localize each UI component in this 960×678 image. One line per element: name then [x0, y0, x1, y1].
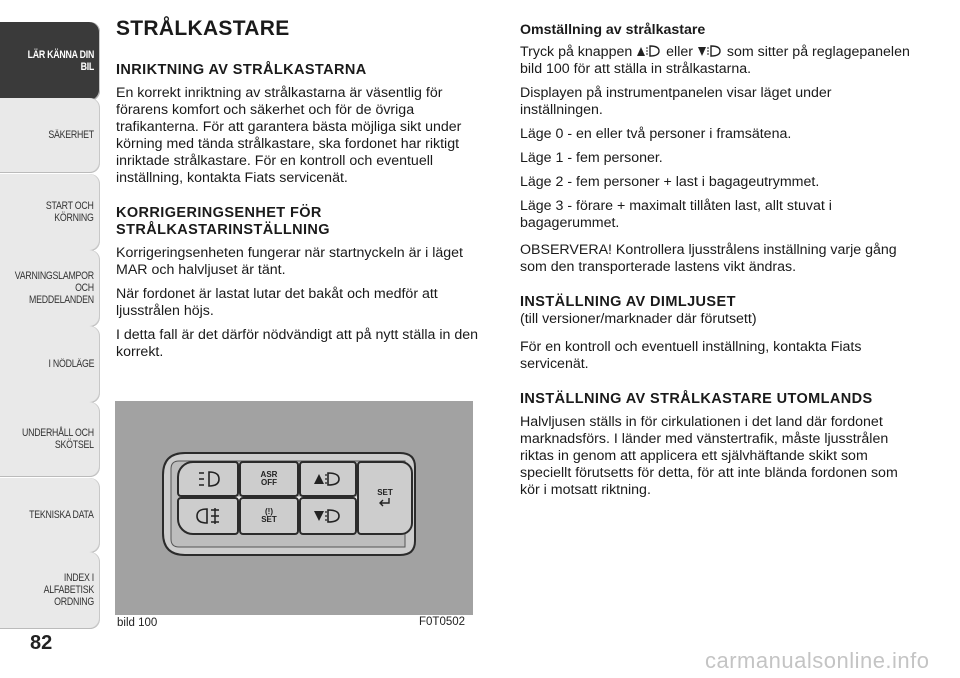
rear-fog-light-icon	[193, 507, 223, 525]
tab-i-nodlage[interactable]: I NÖDLÄGE	[0, 326, 100, 402]
position-0: Läge 0 - en eller två personer i framsätena.	[520, 126, 792, 142]
fog-light-front-button[interactable]	[177, 461, 239, 497]
tab-underhall-och-skotsel[interactable]: UNDERHÅLL OCH SKÖTSEL	[0, 402, 100, 476]
paragraph-corrector-3: I detta fall är det därför nödvändigt att på nytt ställa in den korrekt.	[116, 327, 479, 360]
left-column	[116, 17, 498, 368]
headlight-down-button[interactable]	[299, 497, 357, 535]
heading-alignment: INRIKTNING AV STRÅLKASTARNA	[116, 62, 367, 78]
paragraph-fog: För en kontroll och eventuell inställning, kontakta Fiats servicenät.	[520, 339, 862, 372]
paragraph-corrector-1: Korrigeringsenheten fungerar när startnyckeln är i läget MAR och halvljuset är tänt.	[116, 245, 463, 278]
paragraph-note: OBSERVERA! Kontrollera ljusstrålens inställning varje gång som den transporterade lastens vikt ändras.	[520, 242, 897, 275]
headlight-down-icon	[697, 44, 723, 58]
page-number: 82	[30, 632, 53, 654]
return-arrow-icon	[378, 497, 392, 507]
headlight-down-icon	[312, 507, 344, 525]
tab-tekniska-data[interactable]: TEKNISKA DATA	[0, 478, 100, 552]
paragraph-adjust: Tryck på knappen eller som sitter på reglagepanelen bild 100 för att ställa in strålkastarna.	[520, 44, 910, 77]
paragraph-corrector-2: När fordonet är lastat lutar det bakåt och medför att ljusstrålen höjs.	[116, 286, 438, 319]
paragraph-abroad: Halvljusen ställs in för cirkulationen i det land där fordonet marknadsförs. I länder med vänstertrafik, måste ljusstrålen riktas in genom att applicera ett självhäftande skikt som speciellt förutsetts för detta, för att inte blända fordonen som kör i motsatt riktning.	[520, 414, 898, 498]
heading-adjust: Omställning av strålkastare	[520, 22, 706, 38]
front-fog-light-icon	[193, 470, 223, 488]
headlight-up-icon	[636, 44, 662, 58]
fog-light-rear-button[interactable]	[177, 497, 239, 535]
tab-lar-kanna-din-bil[interactable]: LÄR KÄNNA DIN BIL	[0, 22, 100, 100]
control-panel-figure	[115, 401, 473, 615]
heading-abroad: INSTÄLLNING AV STRÅLKASTARE UTOMLANDS	[520, 391, 873, 407]
heading-fog: INSTÄLLNING AV DIMLJUSET	[520, 294, 736, 310]
paragraph-fog-sub: (till versioner/marknader där förutsett)	[520, 311, 757, 327]
heading-corrector: KORRIGERINGSENHET FÖR STRÅLKASTARINSTÄLLNING	[116, 205, 330, 238]
tab-start-och-korning[interactable]: START OCH KÖRNING	[0, 174, 100, 250]
page-title: STRÅLKASTARE	[116, 17, 290, 40]
position-2: Läge 2 - fem personer + last i bagageutrymmet.	[520, 174, 820, 190]
tab-index[interactable]: INDEX I ALFABETISK ORDNING	[0, 552, 100, 628]
tab-sakerhet[interactable]: SÄKERHET	[0, 98, 100, 172]
figure-code: F0T0502	[419, 616, 466, 628]
paragraph-display: Displayen på instrumentpanelen visar läget under inställningen.	[520, 85, 832, 118]
watermark: carmanualsonline.info	[705, 648, 930, 673]
headlight-up-icon	[312, 470, 344, 488]
figure-caption: bild 100	[117, 617, 158, 629]
headlight-up-button[interactable]	[299, 461, 357, 497]
right-column	[520, 22, 915, 506]
position-1: Läge 1 - fem personer.	[520, 150, 663, 166]
asr-off-button[interactable]: ASR OFF	[239, 461, 299, 497]
tab-varningslampor[interactable]: VARNINGSLAMPOR OCH MEDDELANDEN	[0, 250, 100, 326]
tpms-set-button[interactable]: (!) SET	[239, 497, 299, 535]
paragraph-alignment: En korrekt inriktning av strålkastarna är väsentlig för förarens komfort och säkerhet och för de övriga trafikanterna. För att garantera bästa möjliga sikt under körning med tända strålkastare, ska fordonet har riktigt inriktade strålkastare. För en kontroll och eventuell inställning, kontakta Fiats servicenät.	[116, 85, 462, 186]
position-3: Läge 3 - förare + maximalt tillåten last, allt stuvat i bagagerummet.	[520, 198, 832, 231]
set-button[interactable]: SET	[357, 461, 413, 535]
